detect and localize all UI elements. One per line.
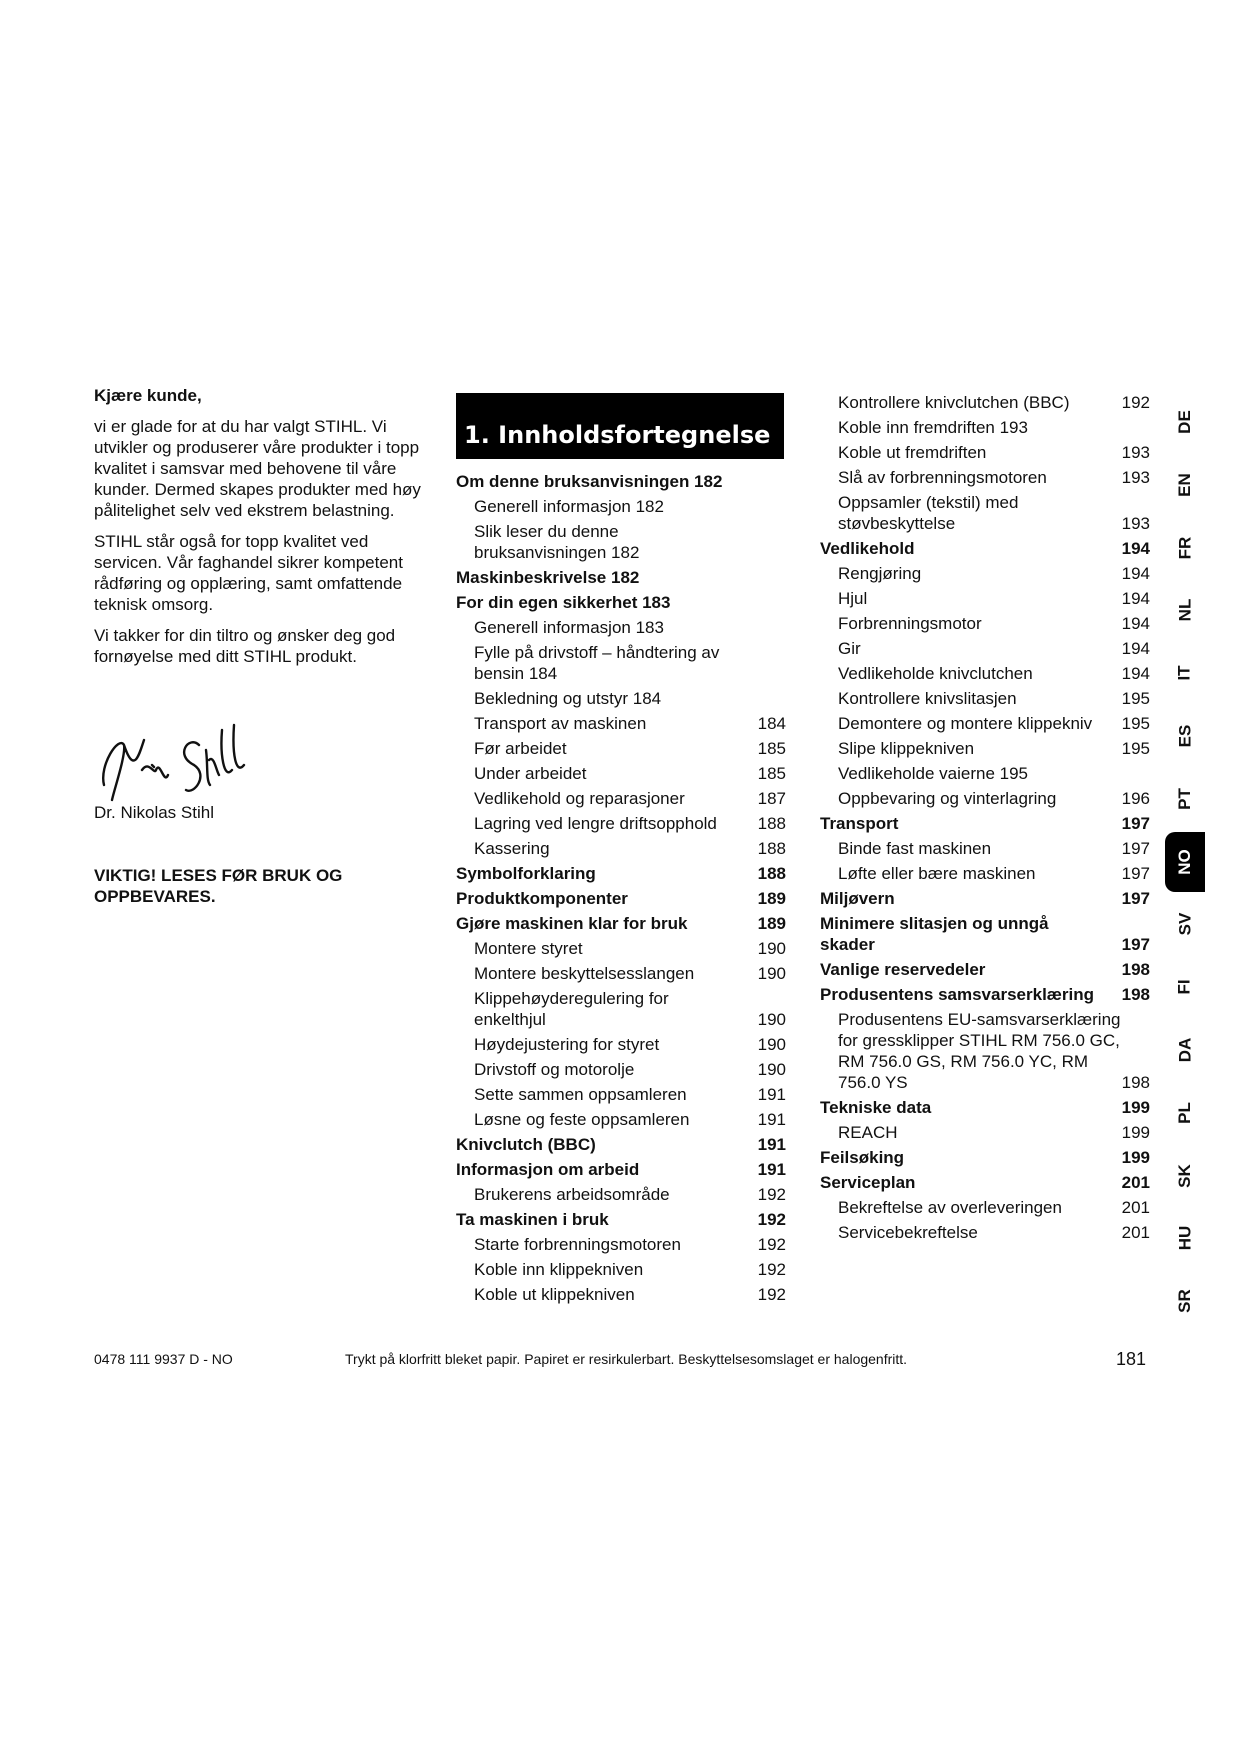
toc-entry[interactable]	[456, 1284, 786, 1305]
toc-entry[interactable]	[456, 521, 786, 563]
language-tab-label: NL	[1174, 599, 1194, 622]
toc-entry[interactable]	[820, 392, 1150, 413]
toc-entry-page: 197	[1121, 889, 1150, 908]
toc-entry-page: 194	[1121, 664, 1150, 683]
toc-entry-page: 187	[757, 789, 786, 808]
toc-entry-page: 199	[1121, 1123, 1150, 1142]
toc-entry[interactable]	[456, 1184, 786, 1205]
language-tab-label: EN	[1175, 472, 1194, 497]
toc-entry-title: Høydejustering for styret	[474, 1035, 660, 1054]
toc-entry-title: Gir	[838, 639, 861, 658]
language-tab-fi[interactable]	[1165, 957, 1205, 1017]
toc-entry[interactable]	[820, 1122, 1150, 1143]
toc-entry-page: 193	[1121, 443, 1150, 462]
toc-entry[interactable]	[820, 713, 1150, 734]
toc-entry-title: Bekledning og utstyr 184	[474, 689, 662, 708]
toc-entry-page: 192	[757, 1260, 786, 1279]
toc-entry-page: 198	[1121, 960, 1150, 979]
signer-name: Dr. Nikolas Stihl	[94, 803, 214, 822]
toc-entry[interactable]	[820, 788, 1150, 809]
toc-entry-page: 190	[757, 1060, 786, 1079]
intro-letter	[94, 385, 424, 677]
toc-entry-page: 185	[757, 764, 786, 783]
toc-entry-title: Gjøre maskinen klar for bruk	[456, 914, 688, 933]
toc-entry[interactable]	[456, 938, 786, 959]
toc-entry[interactable]	[456, 988, 786, 1030]
toc-entry-page: 198	[1121, 985, 1150, 1004]
toc-entry[interactable]	[456, 688, 786, 709]
toc-entry-title: Brukerens arbeidsområde	[474, 1185, 670, 1204]
toc-entry-title: Generell informasjon 183	[474, 618, 664, 637]
toc-entry-page: 197	[1121, 864, 1150, 883]
toc-entry-title: Serviceplan	[820, 1173, 916, 1192]
toc-entry-title: Maskinbeskrivelse 182	[456, 568, 640, 587]
toc-entry[interactable]	[456, 913, 786, 934]
toc-entry[interactable]	[820, 813, 1150, 834]
toc-entry[interactable]	[820, 1009, 1150, 1093]
toc-entry[interactable]	[820, 1172, 1150, 1193]
toc-entry-title: Knivclutch (BBC)	[456, 1135, 596, 1154]
toc-entry[interactable]	[456, 713, 786, 734]
toc-entry-page: 195	[1121, 689, 1150, 708]
toc-entry[interactable]	[820, 888, 1150, 909]
toc-entry[interactable]	[456, 788, 786, 809]
toc-entry[interactable]	[820, 613, 1150, 634]
toc-entry-title: Demontere og montere klippekniv	[838, 714, 1093, 733]
toc-entry-title: Lagring ved lengre driftsopphold	[474, 814, 717, 833]
toc-entry-title: Vedlikehold	[820, 539, 915, 558]
toc-entry-title: Servicebekreftelse	[838, 1223, 978, 1242]
toc-entry[interactable]	[820, 1097, 1150, 1118]
toc-entry-title: Koble inn fremdriften 193	[838, 418, 1028, 437]
toc-entry[interactable]	[456, 617, 786, 638]
toc-entry-title: Minimere slitasjen og unngå skader	[820, 914, 1049, 954]
toc-title: 1. Innholdsfortegnelse	[464, 421, 771, 449]
toc-entry-title: Kassering	[474, 839, 550, 858]
language-tab-label: DE	[1175, 410, 1194, 434]
language-tab-label: SV	[1175, 913, 1194, 936]
language-tab-no[interactable]	[1165, 832, 1205, 892]
toc-entry[interactable]	[456, 1059, 786, 1080]
intro-paragraph-2: STIHL står også for topp kvalitet ved servicen. Vår faghandel sikrer kompetent rådføring og opplæring, samt omfattende teknisk omsorg.	[94, 532, 403, 614]
toc-entry-page: 192	[757, 1285, 786, 1304]
language-tab-da[interactable]	[1165, 1020, 1205, 1080]
language-tab-label: HU	[1175, 1226, 1194, 1251]
toc-entry[interactable]	[820, 442, 1150, 463]
toc-entry[interactable]	[820, 1222, 1150, 1243]
toc-entry-title: Slipe klippekniven	[838, 739, 975, 758]
toc-left-column	[456, 471, 786, 1305]
toc-entry-title: Klippehøyderegulering for enkelthjul	[474, 989, 669, 1029]
toc-entry[interactable]	[456, 1209, 786, 1230]
toc-entry-page: 189	[757, 889, 786, 908]
toc-entry-title: Vedlikeholde knivclutchen	[838, 664, 1033, 683]
toc-entry-page: 188	[757, 864, 786, 883]
toc-entry-title: Sette sammen oppsamleren	[474, 1085, 687, 1104]
toc-entry-page: 201	[1121, 1173, 1150, 1192]
toc-entry-page: 194	[1121, 639, 1150, 658]
toc-entry[interactable]	[456, 763, 786, 784]
toc-entry-title: For din egen sikkerhet 183	[456, 593, 671, 612]
toc-entry[interactable]	[456, 567, 786, 588]
toc-entry-title: Feilsøking	[820, 1148, 905, 1167]
toc-entry-title: Før arbeidet	[474, 739, 567, 758]
signature-icon	[94, 715, 264, 805]
toc-entry[interactable]	[820, 492, 1150, 534]
toc-entry-title: Om denne bruksanvisningen 182	[456, 472, 723, 491]
toc-entry[interactable]	[456, 1234, 786, 1255]
language-tab-hu[interactable]	[1165, 1208, 1205, 1268]
toc-entry-title: Produsentens EU-samsvarserklæring for gressklipper STIHL RM 756.0 GC, RM 756.0 GS, RM 756.0 YC, RM 756.0 YS	[838, 1010, 1121, 1092]
toc-entry-title: Oppsamler (tekstil) med støvbeskyttelse	[838, 493, 1019, 533]
toc-entry-title: Produsentens samsvarserklæring	[820, 985, 1095, 1004]
toc-entry-title: Koble ut fremdriften	[838, 443, 987, 462]
toc-entry[interactable]	[456, 1084, 786, 1105]
toc-entry-title: Kontrollere knivslitasjen	[838, 689, 1017, 708]
toc-entry-title: Slå av forbrenningsmotoren	[838, 468, 1047, 487]
toc-entry-title: Rengjøring	[838, 564, 922, 583]
toc-entry-page: 191	[757, 1160, 786, 1179]
language-tab-label: PL	[1174, 1101, 1194, 1124]
page-number: 181	[1116, 1349, 1147, 1369]
toc-entry-title: Informasjon om arbeid	[456, 1160, 640, 1179]
toc-entry[interactable]	[820, 467, 1150, 488]
toc-entry[interactable]	[456, 1134, 786, 1155]
language-tab-label: IT	[1174, 665, 1194, 681]
toc-entry-page: 192	[757, 1210, 786, 1229]
toc-entry[interactable]	[456, 642, 786, 684]
language-tabs	[1165, 392, 1205, 1332]
language-tab-nl[interactable]	[1165, 580, 1205, 640]
toc-entry-title: Binde fast maskinen	[838, 839, 992, 858]
language-tab-es[interactable]	[1165, 706, 1205, 766]
toc-entry-page: 197	[1121, 935, 1150, 954]
language-tab-label: FI	[1174, 979, 1194, 995]
toc-entry-title: Montere beskyttelsesslangen	[474, 964, 695, 983]
toc-entry[interactable]	[456, 888, 786, 909]
toc-entry-title: Vanlige reservedeler	[820, 960, 986, 979]
toc-entry-page: 197	[1121, 839, 1150, 858]
toc-entry-title: Symbolforklaring	[456, 864, 596, 883]
toc-entry-title: Løsne og feste oppsamleren	[474, 1110, 690, 1129]
toc-entry-title: Tekniske data	[820, 1098, 932, 1117]
toc-entry[interactable]	[820, 638, 1150, 659]
toc-entry-title: Produktkomponenter	[456, 889, 628, 908]
toc-entry-title: Koble inn klippekniven	[474, 1260, 644, 1279]
language-tab-en[interactable]	[1165, 455, 1205, 515]
language-tab-label: PT	[1174, 787, 1194, 810]
toc-entry[interactable]	[820, 538, 1150, 559]
toc-entry[interactable]	[820, 563, 1150, 584]
toc-entry-page: 191	[757, 1085, 786, 1104]
greeting: Kjære kunde,	[94, 386, 202, 405]
toc-right-column	[820, 392, 1150, 1243]
toc-entry[interactable]	[820, 663, 1150, 684]
toc-entry-title: Ta maskinen i bruk	[456, 1210, 609, 1229]
toc-entry-title: Koble ut klippekniven	[474, 1285, 635, 1304]
language-tab-sk[interactable]	[1165, 1146, 1205, 1206]
toc-entry[interactable]	[456, 1034, 786, 1055]
language-tab-pl[interactable]	[1165, 1083, 1205, 1143]
toc-entry-title: Miljøvern	[820, 889, 895, 908]
toc-entry-title: Slik leser du denne bruksanvisningen 182	[474, 522, 640, 562]
toc-title-box	[456, 393, 784, 459]
language-tab-label: ES	[1175, 724, 1194, 748]
toc-entry-page: 199	[1121, 1148, 1150, 1167]
intro-paragraph-3: Vi takker for din tiltro og ønsker deg god fornøyelse med ditt STIHL produkt.	[94, 626, 396, 666]
toc-entry[interactable]	[820, 763, 1150, 784]
toc-entry-title: Starte forbrenningsmotoren	[474, 1235, 681, 1254]
toc-entry-page: 194	[1121, 564, 1150, 583]
toc-entry[interactable]	[820, 838, 1150, 859]
toc-entry-page: 201	[1121, 1198, 1150, 1217]
toc-entry[interactable]	[820, 417, 1150, 438]
toc-entry-title: REACH	[838, 1123, 898, 1142]
toc-entry-page: 190	[757, 964, 786, 983]
toc-entry-title: Hjul	[838, 589, 868, 608]
toc-entry-title: Montere styret	[474, 939, 583, 958]
warning-text: VIKTIG! LESES FØR BRUK OG OPPBEVARES.	[94, 866, 343, 906]
toc-entry[interactable]	[456, 838, 786, 859]
toc-entry-page: 199	[1121, 1098, 1150, 1117]
toc-entry-page: 193	[1121, 468, 1150, 487]
toc-entry[interactable]	[456, 592, 786, 613]
language-tab-label: DA	[1175, 1037, 1194, 1063]
toc-entry-title: Fylle på drivstoff – håndtering av bensin 184	[474, 643, 720, 683]
toc-entry-page: 191	[757, 1135, 786, 1154]
toc-entry-title: Forbrenningsmotor	[838, 614, 982, 633]
language-tab-de[interactable]	[1165, 392, 1205, 452]
toc-entry-page: 190	[757, 1010, 786, 1029]
toc-entry[interactable]	[456, 1159, 786, 1180]
doc-code: 0478 111 9937 D - NO	[94, 1351, 233, 1367]
toc-entry-page: 192	[757, 1235, 786, 1254]
toc-entry[interactable]	[820, 863, 1150, 884]
language-tab-sv[interactable]	[1165, 894, 1205, 954]
toc-entry[interactable]	[456, 738, 786, 759]
language-tab-it[interactable]	[1165, 643, 1205, 703]
toc-entry-page: 190	[757, 939, 786, 958]
footer-note: Trykt på klorfritt bleket papir. Papiret er resirkulerbart. Beskyttelsesomslaget er halogenfritt.	[345, 1351, 908, 1367]
toc-entry-title: Kontrollere knivclutchen (BBC)	[838, 393, 1070, 412]
language-tab-label: SK	[1175, 1163, 1194, 1188]
toc-entry-title: Drivstoff og motorolje	[474, 1060, 635, 1079]
toc-entry-title: Generell informasjon 182	[474, 497, 664, 516]
toc-entry[interactable]	[456, 963, 786, 984]
toc-entry-title: Løfte eller bære maskinen	[838, 864, 1036, 883]
toc-entry-page: 201	[1121, 1223, 1150, 1242]
toc-entry-page: 194	[1121, 589, 1150, 608]
toc-entry-page: 188	[757, 839, 786, 858]
toc-entry-title: Transport	[820, 814, 899, 833]
intro-paragraph-1: vi er glade for at du har valgt STIHL. Vi utvikler og produserer våre produkter i topp kvalitet i samsvar med behovene til våre kunder. Dermed skapes produkter med høy pålitelighet selv ved ekstrem belastning.	[94, 417, 421, 520]
toc-entry-title: Bekreftelse av overleveringen	[838, 1198, 1062, 1217]
toc-entry[interactable]	[456, 863, 786, 884]
toc-entry-page: 193	[1121, 514, 1150, 533]
toc-entry-page: 197	[1121, 814, 1150, 833]
language-tab-sr[interactable]	[1165, 1271, 1205, 1331]
toc-entry[interactable]	[820, 1197, 1150, 1218]
toc-entry[interactable]	[820, 1147, 1150, 1168]
toc-entry[interactable]	[820, 588, 1150, 609]
language-tab-label: NO	[1175, 848, 1194, 875]
toc-entry[interactable]	[820, 913, 1150, 955]
toc-entry[interactable]	[456, 1259, 786, 1280]
toc-entry-page: 194	[1121, 614, 1150, 633]
language-tab-label: SR	[1175, 1289, 1194, 1313]
toc-entry[interactable]	[456, 471, 786, 492]
toc-entry-page: 195	[1121, 739, 1150, 758]
toc-entry-page: 188	[757, 814, 786, 833]
toc-entry[interactable]	[820, 984, 1150, 1005]
toc-entry-page: 192	[757, 1185, 786, 1204]
toc-entry-title: Oppbevaring og vinterlagring	[838, 789, 1057, 808]
toc-entry-page: 194	[1121, 539, 1150, 558]
toc-entry-title: Vedlikeholde vaierne 195	[838, 764, 1028, 783]
language-tab-label: FR	[1174, 536, 1194, 559]
toc-entry-page: 191	[757, 1110, 786, 1129]
toc-entry-page: 192	[1121, 393, 1150, 412]
toc-entry-page: 190	[757, 1035, 786, 1054]
toc-entry-page: 195	[1121, 714, 1150, 733]
toc-entry[interactable]	[456, 1109, 786, 1130]
toc-entry-title: Vedlikehold og reparasjoner	[474, 789, 685, 808]
toc-entry-title: Under arbeidet	[474, 764, 587, 783]
toc-entry[interactable]	[820, 688, 1150, 709]
toc-entry[interactable]	[820, 738, 1150, 759]
toc-entry-page: 198	[1121, 1073, 1150, 1092]
language-tab-pt[interactable]	[1165, 769, 1205, 829]
toc-entry[interactable]	[820, 959, 1150, 980]
toc-entry[interactable]	[456, 813, 786, 834]
toc-entry-page: 184	[757, 714, 786, 733]
toc-entry-page: 196	[1121, 789, 1150, 808]
toc-entry[interactable]	[456, 496, 786, 517]
toc-entry-page: 185	[757, 739, 786, 758]
language-tab-fr[interactable]	[1165, 518, 1205, 578]
toc-entry-title: Transport av maskinen	[474, 714, 647, 733]
toc-entry-page: 189	[757, 914, 786, 933]
